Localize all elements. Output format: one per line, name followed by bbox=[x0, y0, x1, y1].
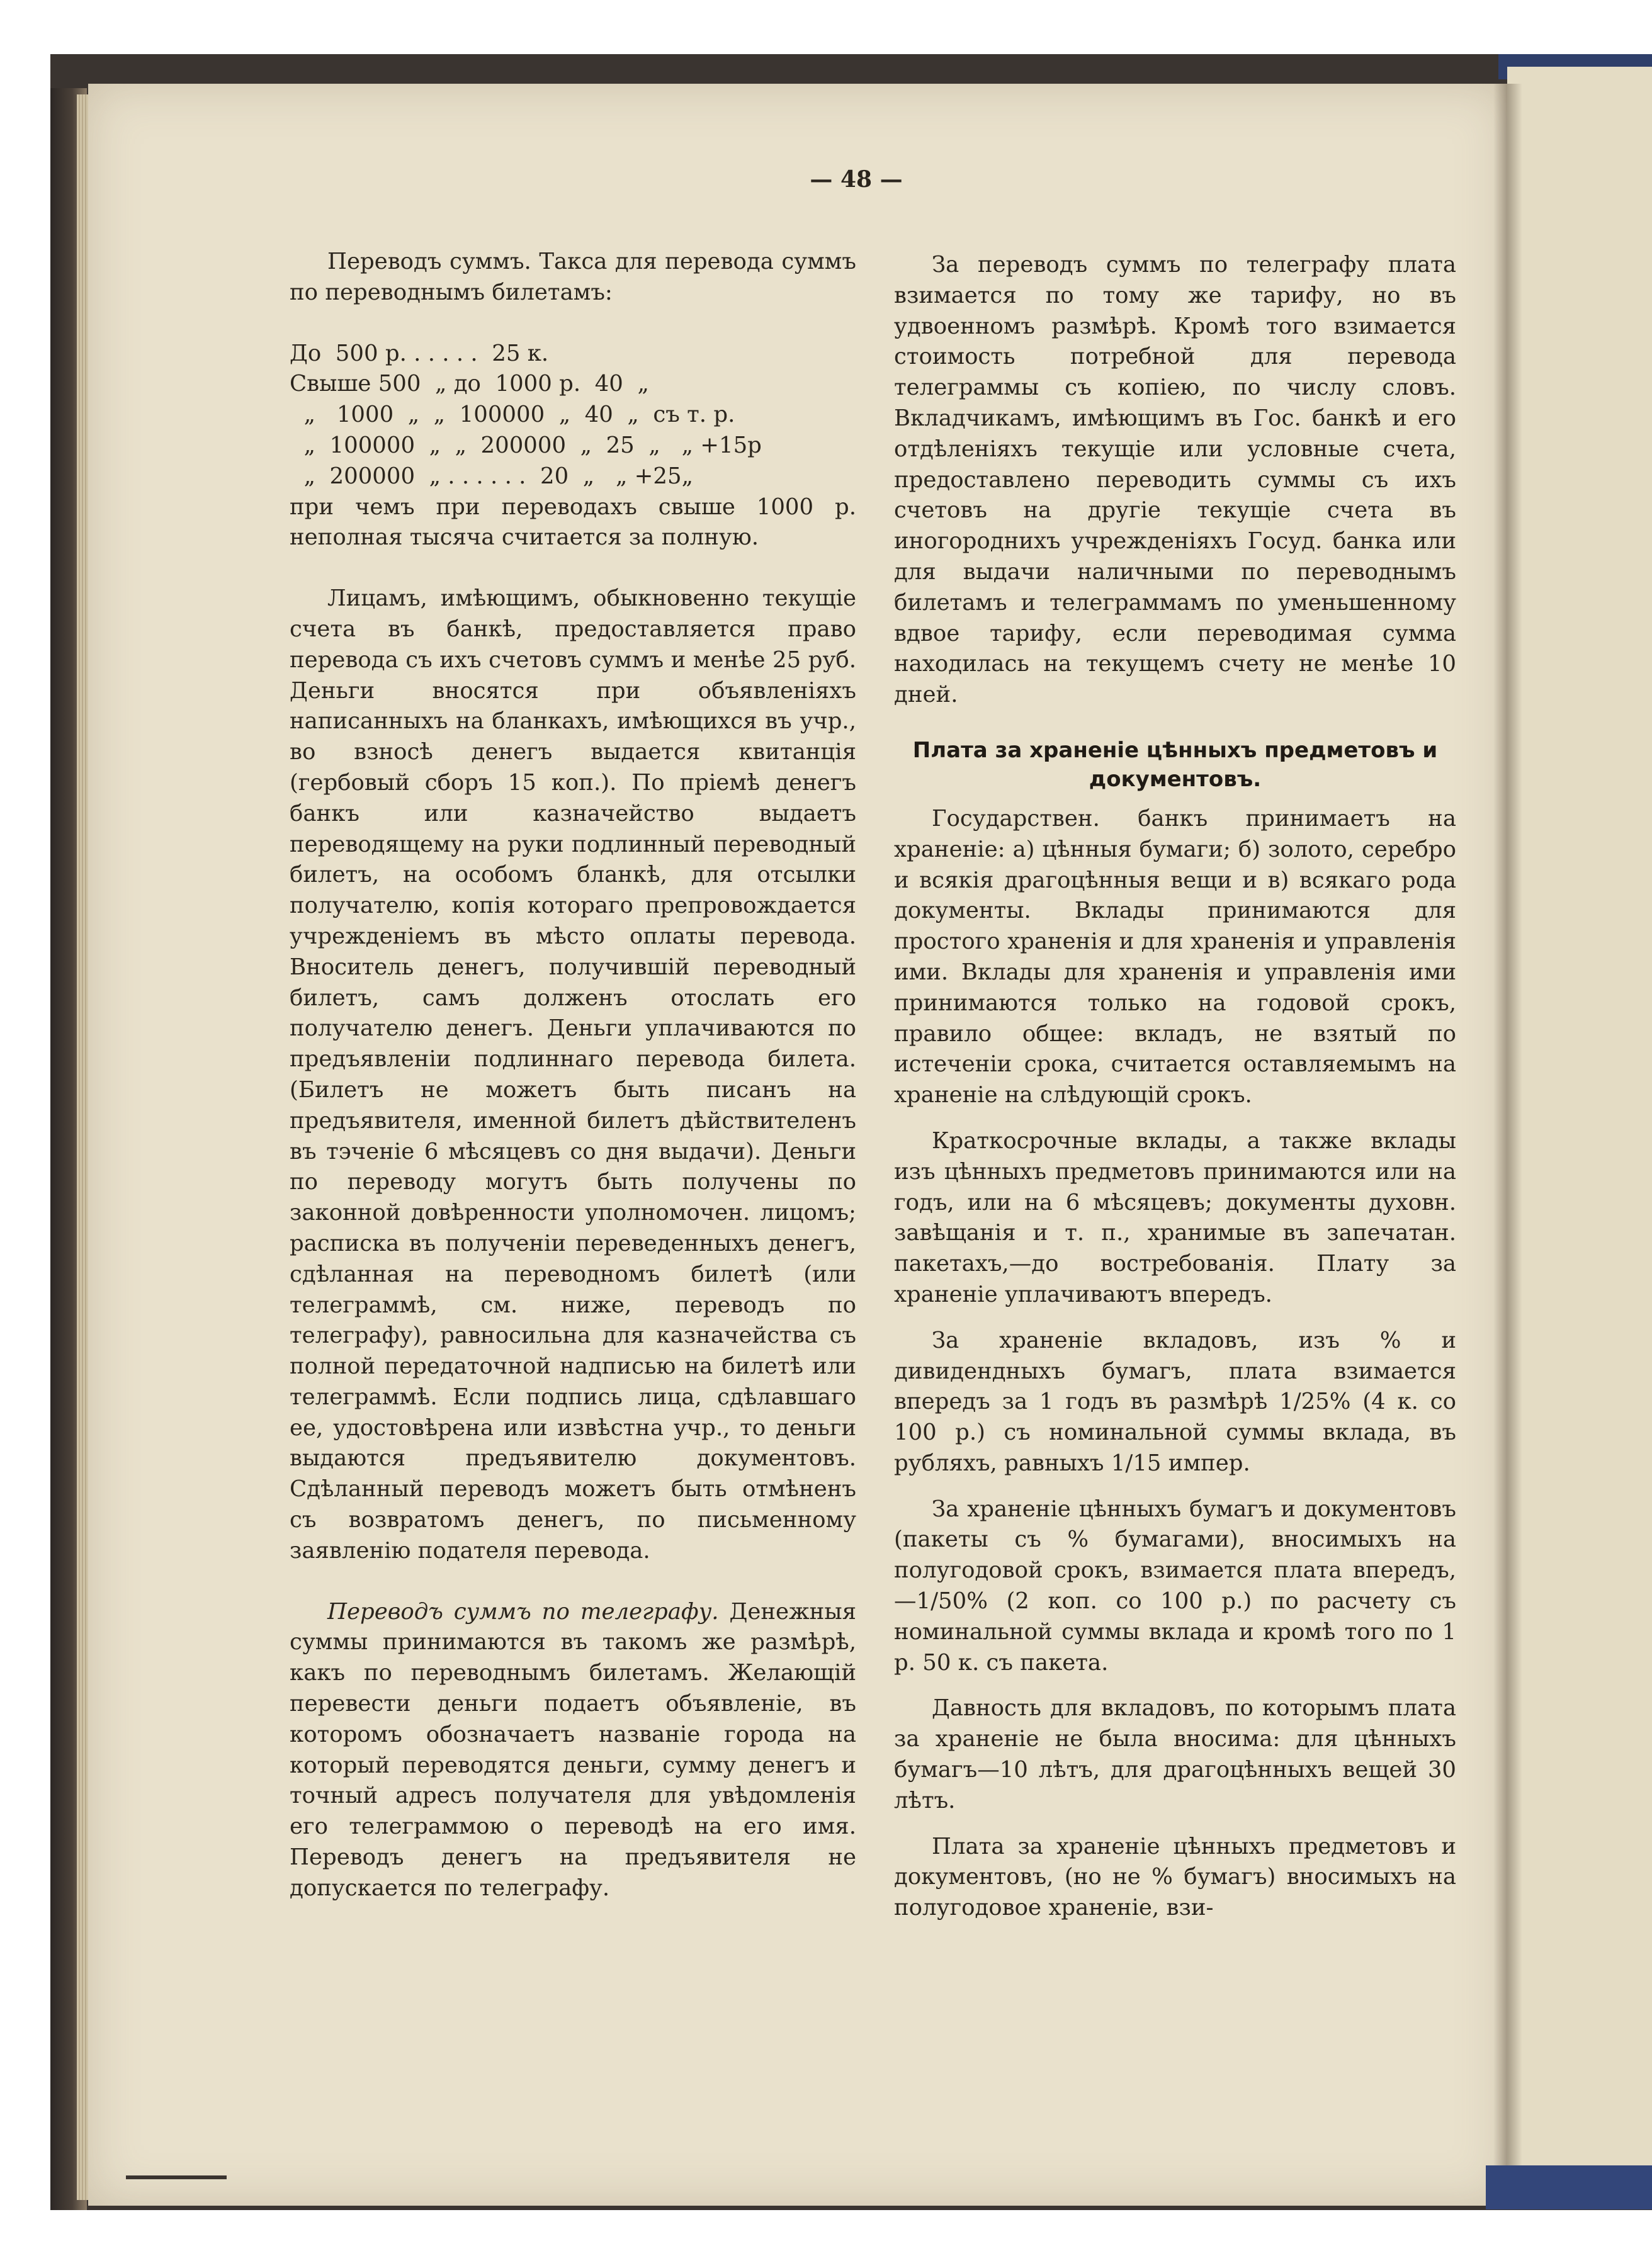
left-column bbox=[290, 247, 856, 1904]
paragraph-dividend: За храненіе вкладовъ, изъ % и дивидендныхъ бумагъ, плата взимается впередъ за 1 годъ въ размѣрѣ 1/25% (4 к. со 100 р.) съ номинальной суммы вклада, въ рубляхъ, равныхъ 1/15 импер. bbox=[894, 1327, 1456, 1476]
page-bottom-mark bbox=[126, 2175, 227, 2179]
paragraph-prescription: Давность для вкладовъ, по которымъ плата за храненіе не была вносима: для цѣнныхъ бумагъ—10 лѣтъ, для драгоцѣнныхъ вещей 30 лѣтъ. bbox=[894, 1695, 1456, 1814]
page-number: — 48 — bbox=[810, 166, 903, 193]
tariff-row: Свыше 500 „ до 1000 р. 40 „ bbox=[290, 371, 649, 397]
tariff-row: До 500 р. . . . . . 25 к. bbox=[290, 340, 549, 366]
telegraph-lead: Переводъ суммъ по телеграфу. bbox=[327, 1598, 719, 1625]
paragraph-tariff-note: при чемъ при переводахъ свыше 1000 р. неполная тысяча считается за полную. bbox=[290, 494, 856, 551]
paragraph-telegraph bbox=[290, 1597, 856, 1904]
tariff-row: „ 200000 „ . . . . . . 20 „ „ +25„ bbox=[290, 463, 693, 489]
tariff-row: „ 100000 „ „ 200000 „ 25 „ „ +15р bbox=[290, 432, 762, 458]
facing-page bbox=[1507, 67, 1652, 2207]
paragraph-telegraph-fee: За переводъ суммъ по телеграфу плата взимается по тому же тарифу, но въ удвоенномъ размѣрѣ. Кромѣ того взимается стоимость потребной для перевода телеграммы съ копіею, по числу словъ. Вкладчикамъ, имѣющимъ въ Гос. банкѣ и его отдѣленіяхъ текущіе или условные счета, предоставлено переводить суммы съ ихъ счетовъ на другіе текущіе счета въ иногороднихъ учрежденіяхъ Госуд. банка или для выдачи наличными по переводнымъ билетамъ и телеграммамъ по уменьшенному вдвое тарифу, если переводимая сумма находилась на текущемъ счету не менѣе 10 дней. bbox=[894, 252, 1456, 708]
paragraph-short-term: Краткосрочные вклады, а также вклады изъ цѣнныхъ предметовъ принимаются или на годъ, или на 6 мѣсяцевъ; документы духовн. завѣщанія и т. п., хранимые въ запечатан. пакетахъ,—до востребованія. Плату за храненіе уплачиваютъ впередъ. bbox=[894, 1127, 1456, 1307]
paragraph-halfyear: Плата за храненіе цѣнныхъ предметовъ и документовъ, (но не % бумагъ) вносимыхъ на полугодовое храненіе, взи- bbox=[894, 1833, 1456, 1921]
paragraph-accounts: Лицамъ, имѣющимъ, обыкновенно текущіе счета въ банкѣ, предоставляется право перевода съ ихъ счетовъ суммъ и менѣе 25 руб. Деньги вносятся при объявленіяхъ написанныхъ на бланкахъ, имѣющихся въ учр., во взносѣ денегъ выдается квитанція (гербовый сборъ 15 коп.). По пріемѣ денегъ банкъ или казначейство выдаетъ переводящему на руки подлинный переводный билетъ, на особомъ бланкѣ, для отсылки получателю, копія котораго препровождается учрежденіемъ въ мѣсто оплаты перевода. Вноситель денегъ, получившій переводный билетъ, самъ долженъ отослать его получателю денегъ. Деньги уплачиваются по предъявленіи подлиннаго перевода билета. (Билетъ не можетъ быть писанъ на предъявителя, именной билетъ дѣйствителенъ въ тэченіе 6 мѣсяцевъ со дня выдачи). Деньги по переводу могутъ быть получены по законной довѣренности уполномочен. лицомъ; расписка въ полученіи переведенныхъ денегъ, сдѣланная на переводномъ билетѣ (или телеграммѣ, см. ниже, переводъ по телеграфу), равносильна для казначейства съ полной передаточной надписью на билетѣ или телеграммѣ. Если подпись лица, сдѣлавшаго ее, удостовѣрена или извѣстна учр., то деньги выдаются предъявителю документовъ. Сдѣланный переводъ можетъ быть отмѣненъ съ возвратомъ денегъ, по письменному заявленію подателя перевода. bbox=[290, 585, 856, 1564]
page-stack-edge bbox=[77, 94, 89, 2200]
tariff-row: „ 1000 „ „ 100000 „ 40 „ съ т. р. bbox=[290, 402, 735, 428]
paragraph-storage: Государствен. банкъ принимаетъ на храненіе: а) цѣнныя бумаги; б) золото, серебро и всякія драгоцѣнныя вещи и в) всякаго рода документы. Вклады принимаются для простого храненія и для храненія и управленія ими. Вклады для храненія и управленія ими принимаются только на годовой срокъ, правило общее: вкладъ, не взятый по истеченіи срока, считается оставляемымъ на храненіе на слѣдующій срокъ. bbox=[894, 805, 1456, 1109]
right-column bbox=[894, 250, 1456, 1924]
book-gutter bbox=[1493, 84, 1522, 2206]
paragraph-intro: Переводъ суммъ. Такса для перевода суммъ по переводнымъ билетамъ: bbox=[290, 249, 856, 305]
section-heading: Плата за храненіе цѣнныхъ предметовъ и документовъ. bbox=[912, 737, 1438, 792]
tariff-table bbox=[290, 339, 856, 492]
paragraph-packets: За храненіе цѣнныхъ бумагъ и документовъ (пакеты съ % бумагами), вносимыхъ на полугодовой срокъ, взимается плата впередъ,—1/50% (2 коп. со 100 р.) по расчету съ номинальной суммы вклада и кромѣ того по 1 р. 50 к. съ пакета. bbox=[894, 1496, 1456, 1676]
book-cover-cloth-bottom bbox=[1486, 2165, 1652, 2209]
telegraph-body: Денежныя суммы принимаются въ такомъ же размѣрѣ, какъ по переводнымъ билетамъ. Желающій перевести деньги подаетъ объявленіе, въ которомъ обозначаетъ названіе города на который переводятся деньги, сумму денегъ и точный адресъ получателя для увѣдомленія его телеграммою о переводѣ на его имя. Переводъ денегъ на предъявителя не допускается по телеграфу. bbox=[290, 1598, 856, 1901]
